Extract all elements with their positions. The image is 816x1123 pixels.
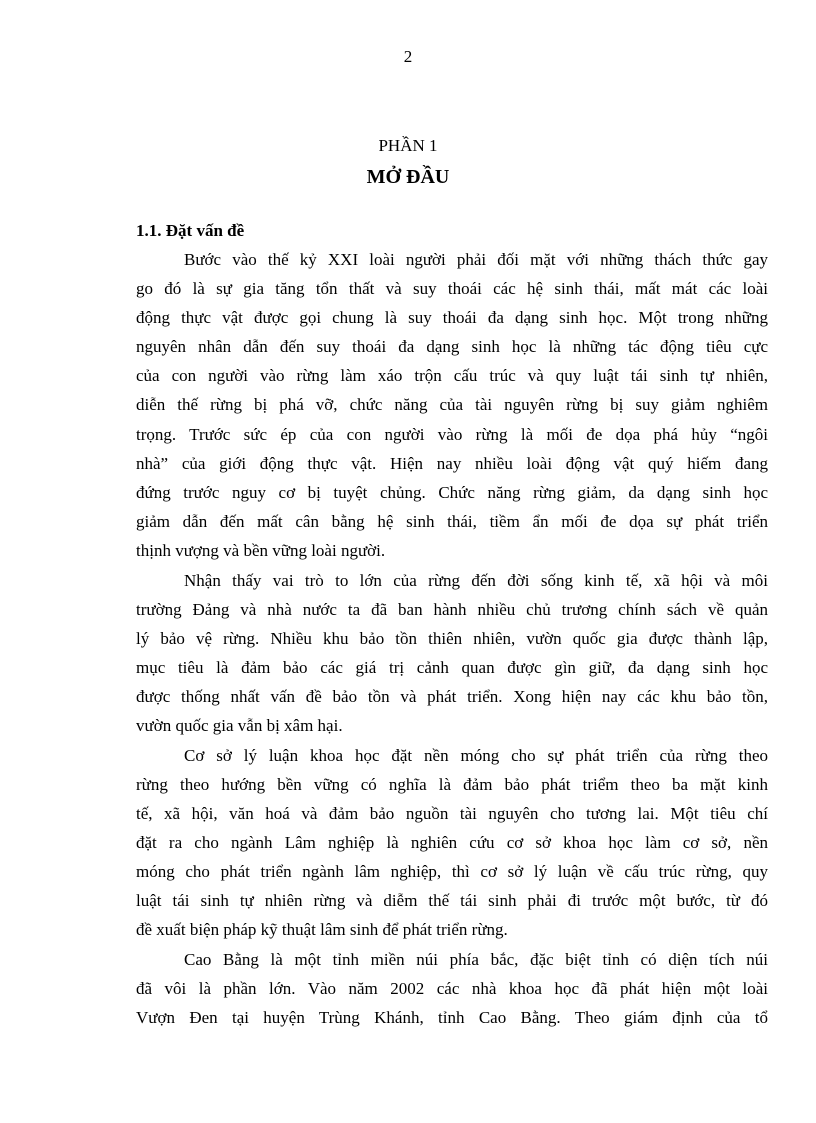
body-text (136, 245, 768, 1032)
text-line: động thực vật được gọi chung là suy thoái đa dạng sinh học. Một trong những (136, 308, 768, 328)
text-line: được thống nhất vấn đề bảo tồn và phát triển. Xong hiện nay các khu bảo tồn, (136, 687, 768, 706)
text-line: nhà” của giới động thực vật. Hiện nay nhiều loài động vật quý hiếm đang (136, 453, 768, 473)
paragraph-1 (136, 245, 768, 565)
text-line: đặt ra cho ngành Lâm nghiệp là nghiên cứu cơ sở khoa học làm cơ sở, nền (136, 833, 768, 853)
text-line: trường Đảng và nhà nước ta đã ban hành nhiều chủ trương chính sách về quản (136, 599, 768, 619)
text-line: đã vôi là phần lớn. Vào năm 2002 các nhà khoa học đã phát hiện một loài (136, 979, 768, 999)
text-line: nguyên nhân dẫn đến suy thoái đa dạng sinh học là những tác động tiêu cực (136, 337, 768, 357)
paragraph-2 (136, 566, 768, 741)
text-line: trọng. Trước sức ép của con người vào rừng là mối đe dọa phá hủy “ngôi (136, 424, 768, 444)
text-line: Vượn Đen tại huyện Trùng Khánh, tỉnh Cao Bằng. Theo giám định của tổ (136, 1008, 768, 1028)
text-line: Bước vào thế kỷ XXI loài người phải đối mặt với những thách thức gay (184, 250, 768, 269)
text-line: lý bảo vệ rừng. Nhiều khu bảo tồn thiên nhiên, vườn quốc gia được thành lập, (136, 628, 768, 648)
text-line: đề xuất biện pháp kỹ thuật lâm sinh để phát triển rừng. (136, 920, 508, 940)
paragraph-4 (136, 945, 768, 1032)
page-number: 2 (403, 47, 413, 66)
text-line: Cơ sở lý luận khoa học đặt nền móng cho sự phát triển của rừng theo (184, 745, 768, 765)
text-line: đứng trước nguy cơ bị tuyệt chủng. Chức năng rừng giảm, da dạng sinh học (136, 482, 768, 502)
text-line: vườn quốc gia vẫn bị xâm hại. (136, 716, 343, 736)
text-line: thịnh vượng và bền vững loài người. (136, 540, 386, 560)
chapter-title: MỞ ĐẦU (366, 166, 450, 188)
text-line: tế, xã hội, văn hoá và đảm bảo nguồn tài nguyên cho tương lai. Một tiêu chí (136, 803, 768, 823)
text-line: mục tiêu là đảm bảo các giá trị cảnh quan được gìn giữ, đa dạng sinh học (136, 657, 768, 677)
text-line: móng cho phát triển ngành lâm nghiệp, thì cơ sở lý luận về cấu trúc rừng, quy (136, 862, 768, 882)
text-line: Cao Bằng là một tỉnh miền núi phía bắc, đặc biệt tỉnh có diện tích núi (184, 950, 768, 970)
text-line: luật tái sinh tự nhiên rừng và diễm thế tái sinh phải đi trước một bước, từ đó (136, 891, 768, 911)
part-label: PHẦN 1 (378, 136, 438, 155)
text-line: go đó là sự gia tăng tổn thất và suy thoái các hệ sinh thái, mất mát các loài (136, 279, 768, 299)
section-heading: 1.1. Đặt vấn đề (136, 221, 245, 240)
text-line: diễn thế rừng bị phá vỡ, chức năng của tài nguyên rừng bị suy giảm nghiêm (136, 395, 768, 415)
text-line: của con người vào rừng làm xáo trộn cấu trúc và quy luật tái sinh tự nhiên, (136, 366, 768, 386)
text-line: Nhận thấy vai trò to lớn của rừng đến đời sống kinh tế, xã hội và môi (184, 570, 768, 590)
text-line: rừng theo hướng bền vững có nghĩa là đảm bảo phát triểm theo ba mặt kinh (136, 774, 768, 794)
paragraph-3 (136, 741, 768, 945)
text-line: giảm dẫn đến mất cân bằng hệ sinh thái, tiềm ẩn mối đe dọa sự phát triển (136, 511, 768, 531)
